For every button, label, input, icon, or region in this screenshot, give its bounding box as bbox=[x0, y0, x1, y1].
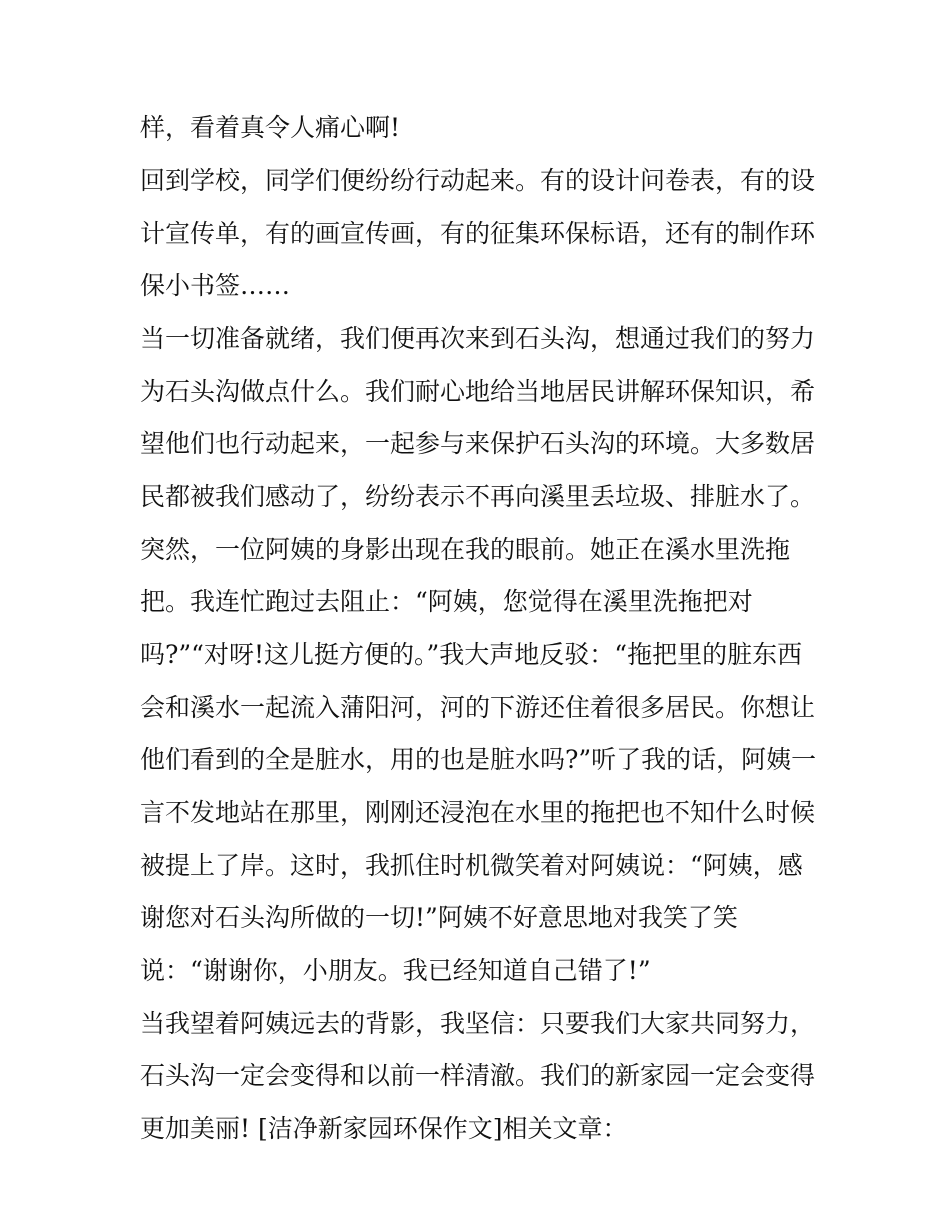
text-line: 当我望着阿姨远去的背影，我坚信：只要我们大家共同努力， bbox=[140, 1009, 816, 1038]
text-line: 保小书签…… bbox=[140, 271, 291, 300]
text-line: 会和溪水一起流入蒲阳河，河的下游还住着很多居民。你想让 bbox=[140, 693, 816, 722]
text-line: 石头沟一定会变得和以前一样清澈。我们的新家园一定会变得 bbox=[140, 1061, 816, 1090]
text-line: 突然，一位阿姨的身影出现在我的眼前。她正在溪水里洗拖 bbox=[140, 535, 791, 564]
text-line: 计宣传单，有的画宣传画，有的征集环保标语，还有的制作环 bbox=[140, 219, 816, 248]
text-line: 样，看着真令人痛心啊! bbox=[140, 113, 401, 142]
text-line: 望他们也行动起来，一起参与来保护石头沟的环境。大多数居 bbox=[140, 429, 816, 458]
text-line: 说：“谢谢你，小朋友。我已经知道自己错了!” bbox=[140, 956, 651, 985]
text-line: 更加美丽! [洁净新家园环保作文]相关文章： bbox=[140, 1114, 628, 1143]
text-line: 言不发地站在那里，刚刚还浸泡在水里的拖把也不知什么时候 bbox=[140, 798, 816, 827]
text-line: 被提上了岸。这时，我抓住时机微笑着对阿姨说：“阿姨，感 bbox=[140, 851, 803, 880]
text-line: 回到学校，同学们便纷纷行动起来。有的设计问卷表，有的设 bbox=[140, 166, 816, 195]
text-line: 把。我连忙跑过去阻止：“阿姨，您觉得在溪里洗拖把对 bbox=[140, 587, 753, 616]
text-line: 民都被我们感动了，纷纷表示不再向溪里丢垃圾、排脏水了。 bbox=[140, 482, 816, 511]
text-line: 当一切准备就绪，我们便再次来到石头沟，想通过我们的努力 bbox=[140, 324, 816, 353]
text-line: 他们看到的全是脏水，用的也是脏水吗?”听了我的话，阿姨一 bbox=[140, 745, 817, 774]
text-line: 为石头沟做点什么。我们耐心地给当地居民讲解环保知识，希 bbox=[140, 377, 816, 406]
text-line: 谢您对石头沟所做的一切!”阿姨不好意思地对我笑了笑 bbox=[140, 903, 738, 932]
text-line: 吗?”“对呀!这儿挺方便的。”我大声地反驳：“拖把里的脏东西 bbox=[140, 640, 803, 669]
